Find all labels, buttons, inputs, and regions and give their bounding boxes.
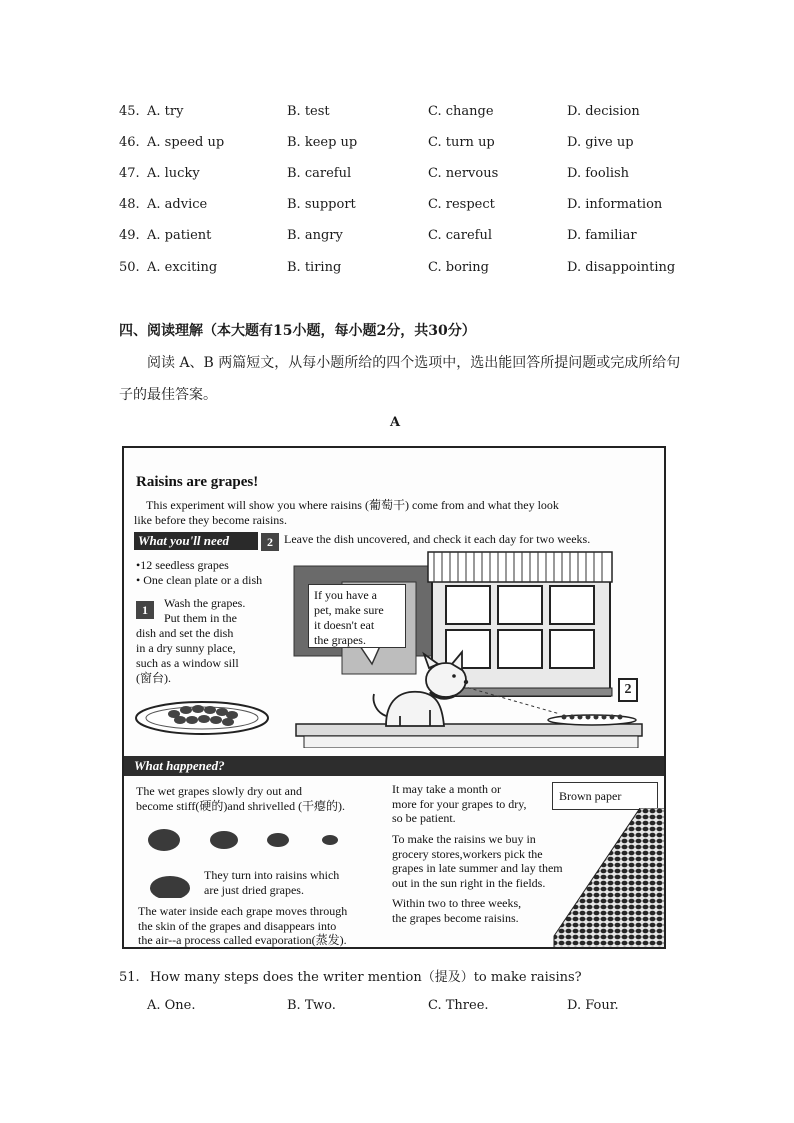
- option-d: D. Four.: [567, 998, 619, 1013]
- option-d: D. disappointing: [567, 260, 676, 275]
- option-a: A. One.: [147, 998, 196, 1013]
- need-item: • One clean plate or a dish: [136, 573, 263, 587]
- patience-line: It may take a month or: [392, 782, 501, 796]
- raisins-line: They turn into raisins which: [204, 868, 340, 882]
- option-b: B. keep up: [287, 135, 358, 150]
- weeks-text: [392, 896, 521, 925]
- option-a: A. advice: [147, 197, 208, 212]
- step-1-badge: 1: [136, 601, 154, 619]
- happened-line: become stiff(硬的)and shrivelled (干瘪的).: [136, 798, 346, 813]
- step-1-line: such as a window sill: [136, 656, 239, 670]
- happened-dry-text: [136, 784, 345, 813]
- option-a: A. try: [147, 104, 184, 119]
- section-title: 四、阅读理解（本大题有15小题，每小题2分，共30分）: [119, 323, 476, 339]
- bubble-line: pet, make sure: [314, 603, 384, 617]
- evaporation-line: the air--a process called evaporation(蒸发).: [138, 933, 347, 947]
- option-c: C. change: [428, 104, 494, 119]
- option-d: D. foolish: [567, 166, 630, 181]
- step-1-line: Wash the grapes.: [164, 596, 246, 610]
- curtain-icon: [428, 552, 612, 582]
- option-b: B. careful: [287, 166, 352, 181]
- patience-line: more for your grapes to dry,: [392, 796, 527, 811]
- option-a: A. lucky: [147, 166, 200, 181]
- option-d: D. familiar: [567, 228, 637, 243]
- option-b: B. Two.: [287, 998, 336, 1013]
- step-2-badge: 2: [261, 533, 279, 551]
- plate-with-grapes-icon: [136, 702, 268, 734]
- option-a: A. exciting: [147, 260, 218, 275]
- raisins-on-paper-illustration: [544, 808, 666, 948]
- question-number: 45.: [119, 104, 140, 119]
- option-c: C. Three.: [428, 998, 489, 1013]
- grocery-line: out in the sun right in the fields.: [392, 875, 546, 890]
- option-b: B. tiring: [287, 260, 342, 275]
- step-1-line: (窗台).: [136, 671, 171, 685]
- option-c: C. nervous: [428, 166, 499, 181]
- need-header: What you'll need: [134, 532, 258, 550]
- question-number: 51.: [119, 970, 140, 985]
- step-2-text: Leave the dish uncovered, and check it each day for two weeks.: [284, 532, 591, 546]
- option-c: C. careful: [428, 228, 493, 243]
- option-d: D. information: [567, 197, 663, 212]
- section-instruction-continued: 子的最佳答案。: [119, 387, 217, 403]
- bubble-line: If you have a: [314, 588, 377, 602]
- question-51-options: [119, 998, 679, 1018]
- grocery-line: grapes in late summer and lay them: [392, 861, 563, 875]
- question-number: 48.: [119, 197, 140, 212]
- step-1-line: dish and set the dish: [136, 626, 234, 640]
- option-c: C. turn up: [428, 135, 495, 150]
- evaporation-text: [138, 904, 347, 948]
- step-1-line: in a dry sunny place,: [136, 641, 236, 655]
- brown-paper-label: Brown paper: [552, 782, 658, 810]
- option-b: B. support: [287, 197, 356, 212]
- raisins-line: are just dried grapes.: [204, 882, 304, 897]
- raisins-text: [204, 868, 339, 897]
- step-2-marker: 2: [618, 678, 638, 702]
- option-d: D. decision: [567, 104, 640, 119]
- poster-title: Raisins are grapes!: [136, 474, 259, 490]
- weeks-line: the grapes become raisins.: [392, 910, 519, 925]
- poster-intro-continued: like before they become raisins.: [134, 513, 287, 527]
- bubble-line: the grapes.: [314, 633, 366, 647]
- section-instruction: 阅读 A、B 两篇短文，从每小题所给的四个选项中，选出能回答所提问题或完成所给句: [147, 355, 681, 371]
- grocery-text: [392, 832, 563, 890]
- happened-header: What happened?: [124, 756, 664, 776]
- grocery-line: grocery stores,workers pick the: [392, 846, 543, 861]
- option-c: C. boring: [428, 260, 489, 275]
- evaporation-line: The water inside each grape moves through: [138, 904, 348, 918]
- question-number: 47.: [119, 166, 140, 181]
- passage-label: A: [390, 415, 401, 430]
- question-number: 49.: [119, 228, 140, 243]
- happened-line: The wet grapes slowly dry out and: [136, 784, 302, 798]
- option-a: A. speed up: [147, 135, 225, 150]
- option-d: D. give up: [567, 135, 634, 150]
- option-b: B. angry: [287, 228, 343, 243]
- patience-text: [392, 782, 527, 826]
- evaporation-line: the skin of the grapes and disappears into: [138, 918, 337, 933]
- question-number: 46.: [119, 135, 140, 150]
- poster-intro: This experiment will show you where raisins (葡萄干) come from and what they look: [146, 498, 559, 512]
- step-1-line: Put them in the: [164, 611, 237, 625]
- question-51: [119, 966, 588, 985]
- question-number: 50.: [119, 260, 140, 275]
- bubble-line: it doesn't eat: [314, 618, 375, 632]
- need-item: •12 seedless grapes: [136, 558, 229, 572]
- raisins-poster: [122, 446, 666, 949]
- grocery-line: To make the raisins we buy in: [392, 832, 536, 846]
- option-b: B. test: [287, 104, 330, 119]
- patience-line: so be patient.: [392, 811, 456, 825]
- question-text: How many steps does the writer mention（提及）to make raisins?: [149, 970, 582, 985]
- option-a: A. patient: [147, 228, 212, 243]
- option-c: C. respect: [428, 197, 495, 212]
- pet-warning-bubble: [308, 584, 406, 648]
- weeks-line: Within two to three weeks,: [392, 896, 522, 910]
